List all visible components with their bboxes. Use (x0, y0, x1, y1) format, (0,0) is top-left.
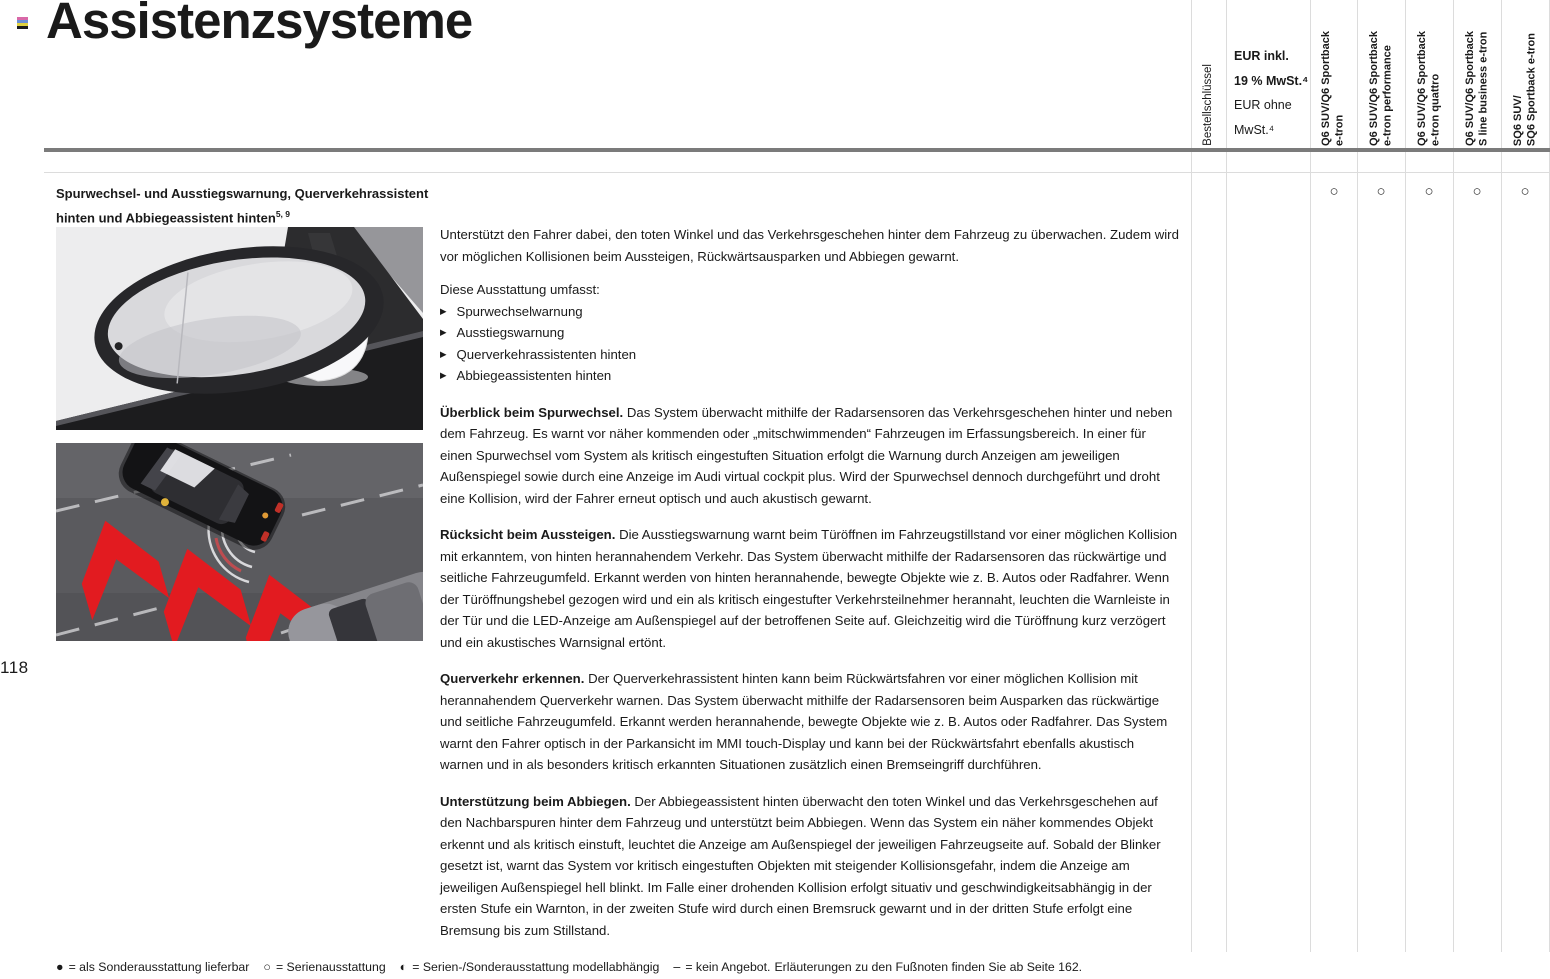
availability-marker-serie: ○ (1472, 183, 1482, 200)
empty-circle-icon: ○ (263, 960, 271, 974)
legend-item (263, 960, 385, 974)
feature-title-line (56, 204, 428, 228)
half-circle-icon: ◐ (399, 960, 408, 974)
includes-label: Diese Ausstattung umfasst: (440, 282, 600, 297)
availability-marker-serie: ○ (1520, 183, 1530, 200)
model-label: e-tron quattro (1429, 73, 1441, 146)
feature-title-line: Spurwechsel- und Ausstiegswarnung, Querverkehrassistent (56, 186, 429, 201)
column-header-model-5 (1501, 0, 1549, 146)
model-label: Q6 SUV/Q6 Sportback (1367, 31, 1380, 146)
footnote-reference-note: Erläuterungen zu den Fußnoten finden Sie ab Seite 162. (774, 960, 1083, 974)
column-label: Bestellschlüssel (1201, 64, 1214, 146)
triangle-bullet-icon: ▶ (440, 305, 447, 316)
paragraph-text: Das System überwacht mithilfe der Radarsensoren das Verkehrsgeschehen hinter und neben dem Fahrzeug. Es warnt vor näher kommenden oder „mitschwimmenden“ Fahrzeugen im Erfassungsbereich. In einer für einen Spurwechsel vom System als kritisch eingestuften Situation erfolgt die Warnung durch Anzeigen am jeweiligen Außenspiegel sowie durch eine Anzeige im Audi virtual cockpit plus. Wird der Spurwechsel dennoch durchgeführt und droht eine Kollision, wird der Fahrer erneut optisch und auch akustisch gewarnt. (440, 404, 1173, 506)
availability-marker-serie: ○ (1329, 183, 1339, 200)
paragraph-lead: Querverkehr erkennen. (440, 671, 585, 686)
paragraph-text: Die Ausstiegswarnung warnt beim Türöffnen im Fahrzeugstillstand vor einer möglichen Kollision mit erkanntem, von hinten herannahendem Verkehr. Das System überwacht mithilfe der Radarsensoren das rückwärtige und seitliche Fahrzeugumfeld. Erkannt werden von hinten herannahende, bewegte Objekte wie z. B. Autos oder Radfahrer. Wenn der Türöffnungshebel gezogen wird und ein als kritisch eingestufter Verkehrsteilnehmer herannaht, leuchten die Warnleiste in der Tür und die LED-Anzeige am Außenspiegel auf der betroffenen Seite auf. Gleichzeitig wird die Türöffnung kurz verzögert und ein akustisches Warnsignal ertönt. (440, 527, 1178, 650)
paragraph (440, 402, 1180, 510)
header-divider-rule (44, 148, 1550, 152)
model-label: Q6 SUV/Q6 Sportback (1415, 31, 1428, 146)
paragraph-lead: Unterstützung beim Abbiegen. (440, 793, 631, 809)
row-top-rule (44, 172, 1550, 173)
legend-text: = als Sonderausstattung lieferbar (68, 960, 250, 974)
feature-intro: Unterstützt den Fahrer dabei, den toten Winkel und das Verkehrsgeschehen hinter dem Fahrzeug zu überwachen. Zudem wird vor möglichen Kollisionen beim Aussteigen, Rückwärtsausparken und Abbiegen gewarnt. (440, 227, 1179, 264)
paragraph (440, 524, 1180, 653)
list-item (440, 322, 1180, 344)
list-item-text: Spurwechselwarnung (456, 303, 583, 319)
column-header-model-1 (1310, 0, 1357, 146)
footnote-reference: 5, 9 (275, 209, 290, 219)
model-label: S line business e-tron (1477, 31, 1489, 146)
feature-row-title (56, 183, 428, 228)
print-registration-mark (17, 17, 28, 29)
includes-list (440, 301, 1180, 387)
model-label: SQ6 Sportback e-tron (1525, 32, 1537, 146)
dash-icon: – (673, 960, 681, 974)
paragraph (440, 668, 1180, 776)
table-grid-line (1226, 0, 1227, 952)
list-item-text: Abbiegeassistenten hinten (456, 368, 612, 383)
list-item (440, 365, 1180, 387)
price-label-line: EUR ohne (1234, 98, 1292, 112)
price-label-line: EUR inkl. (1234, 49, 1289, 63)
feature-title-text: hinten und Abbiegeassistent hinten (56, 210, 276, 226)
triangle-bullet-icon: ▶ (440, 348, 447, 359)
column-header-model-2 (1357, 0, 1405, 146)
legend-item (673, 960, 770, 974)
page-number: 118 (0, 658, 29, 677)
paragraph-lead: Rücksicht beim Aussteigen. (440, 527, 616, 542)
filled-circle-icon: ● (56, 960, 64, 974)
page-title: Assistenzsysteme (46, 0, 473, 49)
paragraph-lead: Überblick beim Spurwechsel. (440, 404, 624, 420)
model-label: SQ6 SUV/ (1511, 95, 1524, 146)
column-header-price (1234, 44, 1308, 142)
model-label: Q6 SUV/Q6 Sportback (1320, 31, 1332, 146)
availability-marker-serie: ○ (1424, 183, 1434, 200)
list-item-text: Querverkehrassistenten hinten (456, 346, 637, 362)
column-header-model-4 (1453, 0, 1501, 146)
legend-item (56, 960, 249, 974)
cross-traffic-warning-graphic (56, 443, 423, 641)
model-label: e-tron performance (1381, 45, 1393, 146)
paragraph-text: Der Querverkehrassistent hinten kann beim Rückwärtsfahren vor einer möglichen Kollision mit herannahendem Querverkehr warnen. Das System überwacht mithilfe der Radarsensoren beim Ausparken das rückwärtige und seitliche Fahrzeugumfeld. Erkannt werden herannahende, bewegte Objekte wie z. B. Autos oder Radfahrer. Das System warnt den Fahrer optisch in der Parkansicht im MMI touch-Display und kann bei der Rückwärtsfahrt ebenfalls akustisch warnen und in als besonders kritisch erkannten Situationen zusätzlich einen Bremseingriff durchführen. (440, 671, 1168, 772)
regmark-black-bar (17, 26, 28, 29)
triangle-bullet-icon: ▶ (440, 370, 447, 380)
feature-description (440, 224, 1180, 941)
list-item-text: Ausstiegswarnung (456, 325, 565, 340)
paragraph (440, 791, 1180, 942)
list-item (440, 301, 1180, 323)
legend-item (400, 960, 660, 974)
side-mirror-photo (56, 227, 423, 430)
legend-text: = Serien-/Sonderausstattung modellabhängig (412, 960, 660, 974)
column-header-bestellschluessel (1191, 0, 1226, 146)
legend-text: = Serienausstattung (275, 960, 386, 974)
column-header-model-3 (1405, 0, 1453, 146)
model-label: e-tron (1333, 114, 1346, 146)
list-item (440, 344, 1180, 366)
availability-marker-serie: ○ (1376, 183, 1386, 200)
model-label: Q6 SUV/Q6 Sportback (1463, 31, 1476, 146)
price-label-line: MwSt.⁴ (1234, 122, 1275, 137)
legend-text: = kein Angebot. (685, 960, 771, 974)
price-label-line: 19 % MwSt.⁴ (1234, 73, 1309, 88)
triangle-bullet-icon: ▶ (440, 327, 447, 337)
paragraph-text: Der Abbiegeassistent hinten überwacht den toten Winkel und das Verkehrsgeschehen auf den Nachbarspuren hinter dem Fahrzeug und unterstützt beim Abbiegen. Wenn das System ein näher kommendes Objekt erkennt und als kritisch einstuft, leuchtet die Anzeige am Außenspiegel der jeweiligen Fahrzeugseite auf. Sobald der Blinker gesetzt ist, warnt das System vor kritisch eingestuften Objekten mit steigender Kollisionsgefahr, indem die Anzeige am jeweiligen Außenspiegel hell blinkt. Im Falle einer drohenden Kollision erfolgt situativ und geschwindigkeitsabhängig in der ersten Stufe ein Warnton, in der zweiten Stufe wird durch einen Bremsruck gewarnt und in der dritten Stufe erfolgt eine Bremsung bis zum Stillstand. (440, 793, 1161, 938)
legend-footer (56, 960, 1082, 974)
